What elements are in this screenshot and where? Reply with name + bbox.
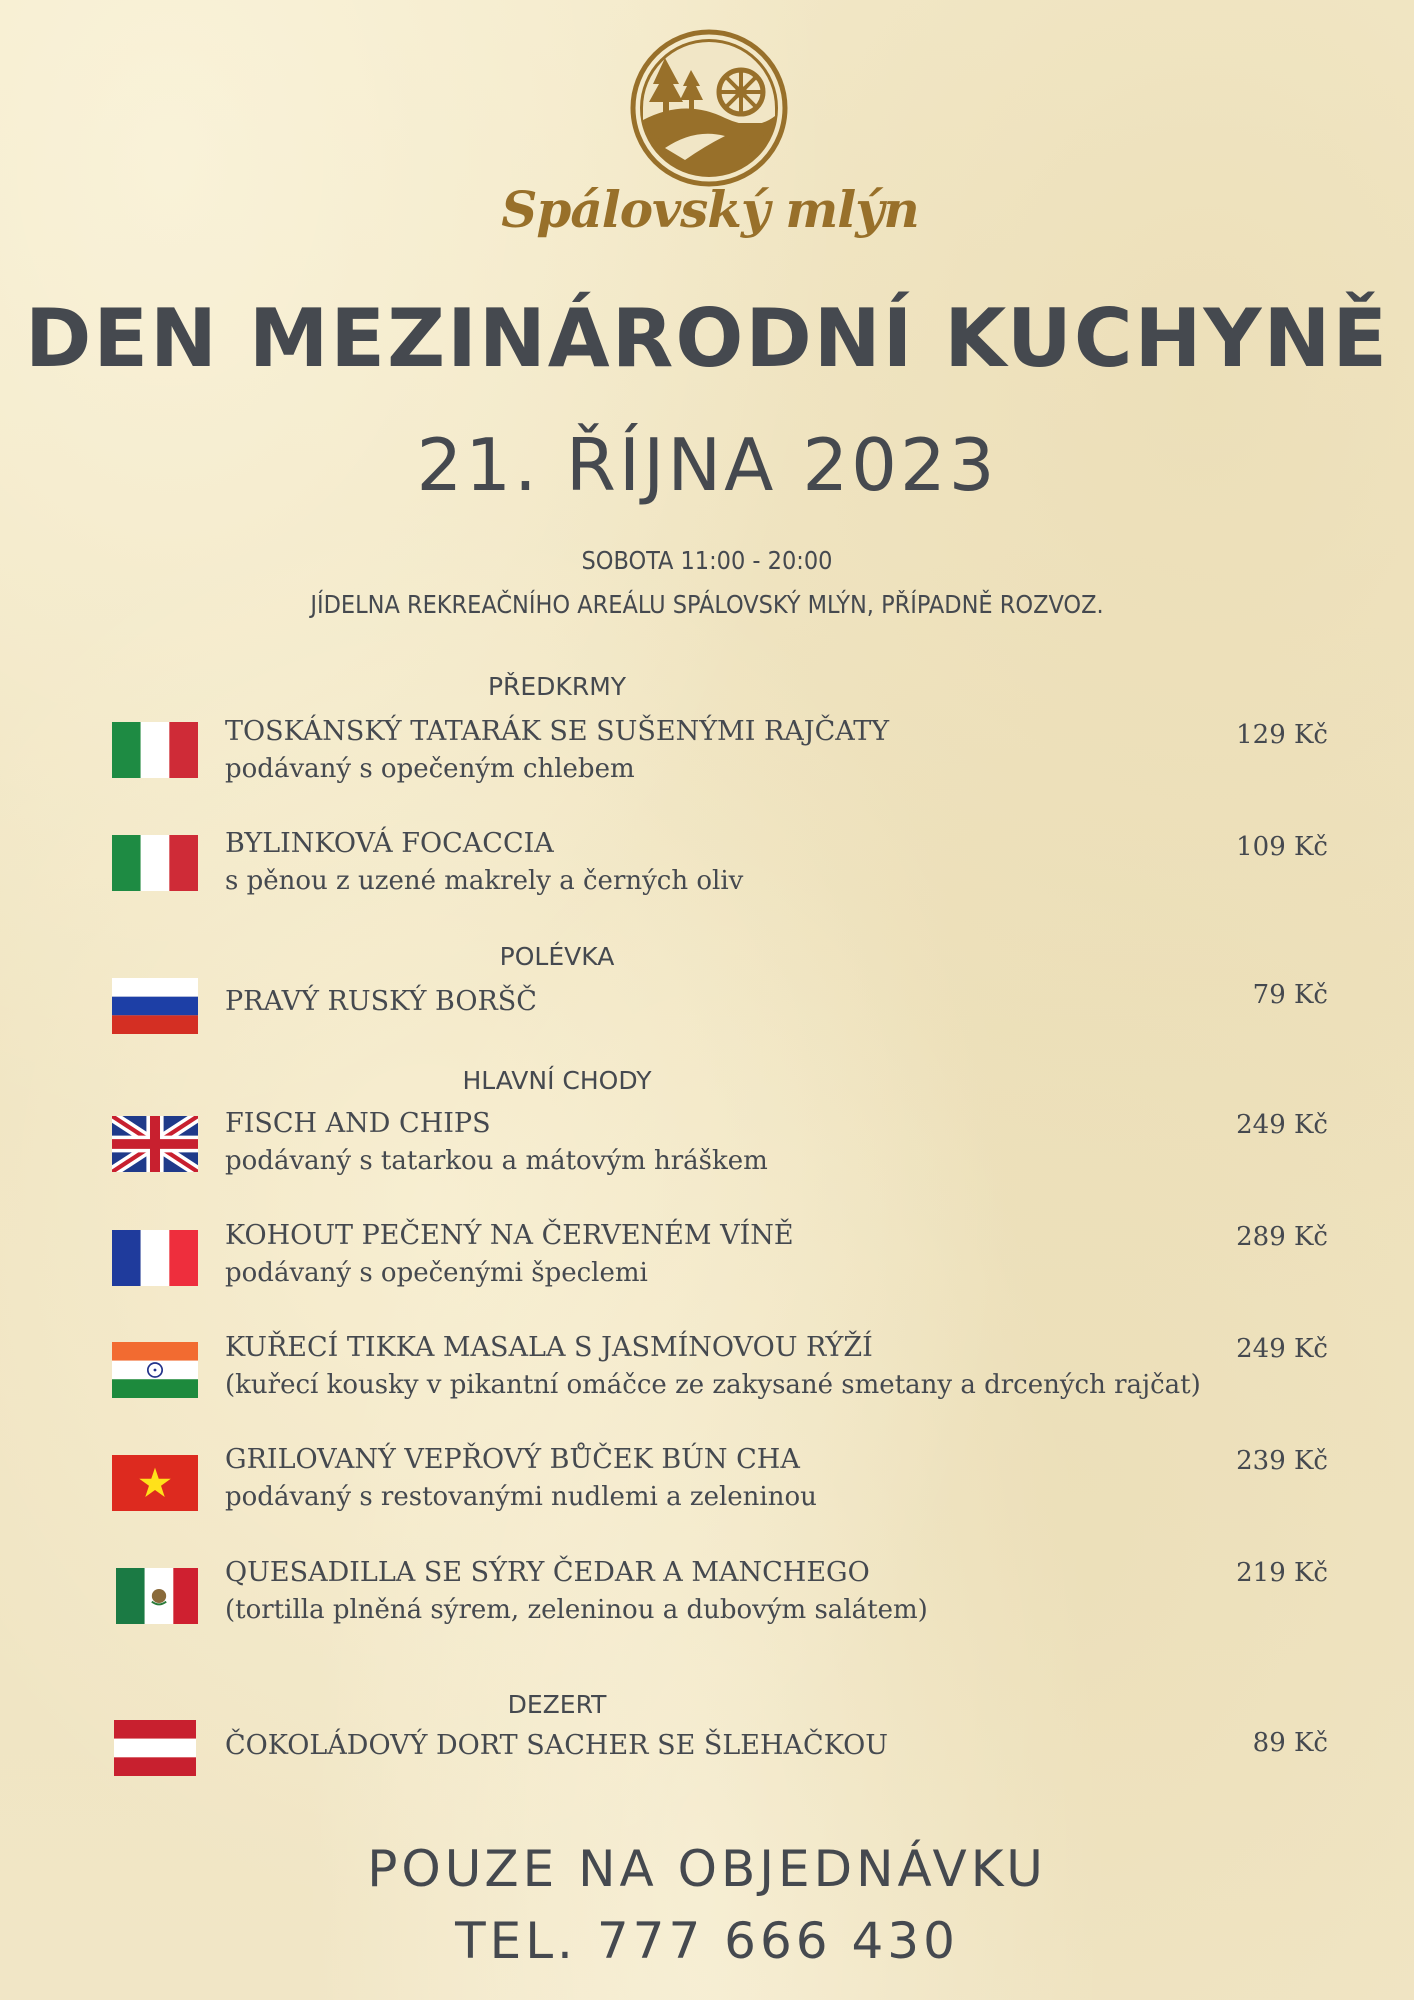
menu-item-price: 239 Kč — [1236, 1446, 1328, 1476]
menu-item-price: 249 Kč — [1236, 1334, 1328, 1364]
menu-item-name: TOSKÁNSKÝ TATARÁK SE SUŠENÝMI RAJČATY — [225, 716, 890, 747]
order-note: POUZE NA OBJEDNÁVKU — [367, 1840, 1047, 1898]
austria-flag-icon — [114, 1720, 196, 1776]
menu-item-name: ČOKOLÁDOVÝ DORT SACHER SE ŠLEHAČKOU — [225, 1730, 889, 1761]
phone-number: TEL. 777 666 430 — [455, 1912, 959, 1970]
menu-item-name: PRAVÝ RUSKÝ BORŠČ — [225, 986, 537, 1017]
menu-item-name: KUŘECÍ TIKKA MASALA S JASMÍNOVOU RÝŽÍ — [225, 1332, 873, 1363]
menu-item-price: 129 Kč — [1236, 720, 1328, 750]
menu-item-price: 89 Kč — [1252, 1728, 1328, 1758]
menu-item-description: podávaný s opečeným chlebem — [225, 754, 635, 784]
menu-item-description: podávaný s tatarkou a mátovým hráškem — [225, 1146, 768, 1176]
menu-item-price: 109 Kč — [1236, 832, 1328, 862]
event-location: JÍDELNA REKREAČNÍHO AREÁLU SPÁLOVSKÝ MLÝN, PŘÍPADNĚ ROZVOZ. — [310, 590, 1104, 619]
section-heading-dessert: DEZERT — [507, 1690, 607, 1719]
menu-item-name: QUESADILLA SE SÝRY ČEDAR A MANCHEGO — [225, 1557, 870, 1588]
uk-flag-icon — [112, 1116, 198, 1172]
menu-item-price: 79 Kč — [1252, 980, 1328, 1010]
menu-item-price: 289 Kč — [1236, 1222, 1328, 1252]
menu-item-price: 249 Kč — [1236, 1110, 1328, 1140]
brand-name: Spálovský mlýn — [501, 180, 919, 239]
menu-item-name: BYLINKOVÁ FOCACCIA — [225, 828, 554, 859]
event-time: SOBOTA 11:00 - 20:00 — [581, 546, 833, 575]
event-date: 21. ŘÍJNA 2023 — [416, 423, 998, 507]
menu-item-name: GRILOVANÝ VEPŘOVÝ BŮČEK BÚN CHA — [225, 1444, 800, 1475]
section-heading-starters: PŘEDKRMY — [487, 672, 627, 701]
menu-item-description: (tortilla plněná sýrem, zeleninou a dubovým salátem) — [225, 1595, 928, 1625]
menu-item-name: FISCH AND CHIPS — [225, 1108, 491, 1139]
menu-item-price: 219 Kč — [1236, 1558, 1328, 1588]
mexico-flag-icon — [116, 1568, 198, 1624]
section-heading-mains: HLAVNÍ CHODY — [462, 1066, 652, 1095]
italy-flag-icon — [112, 722, 198, 778]
menu-item-description: podávaný s opečenými špeclemi — [225, 1258, 648, 1288]
menu-item-description: s pěnou z uzené makrely a černých oliv — [225, 866, 744, 896]
menu-item-description: (kuřecí kousky v pikantní omáčce ze zakysané smetany a drcených rajčat) — [225, 1370, 1201, 1400]
italy-flag-icon — [112, 835, 198, 891]
event-title: DEN MEZINÁRODNÍ KUCHYNĚ — [24, 292, 1390, 385]
mill-wheel-trees-logo-icon — [625, 28, 793, 190]
france-flag-icon — [112, 1230, 198, 1286]
menu-item-description: podávaný s restovanými nudlemi a zeleninou — [225, 1482, 817, 1512]
india-flag-icon — [112, 1342, 198, 1398]
russia-flag-icon — [112, 978, 198, 1034]
section-heading-soup: POLÉVKA — [499, 942, 615, 971]
menu-item-name: KOHOUT PEČENÝ NA ČERVENÉM VÍNĚ — [225, 1220, 794, 1251]
vietnam-flag-icon — [112, 1455, 198, 1511]
